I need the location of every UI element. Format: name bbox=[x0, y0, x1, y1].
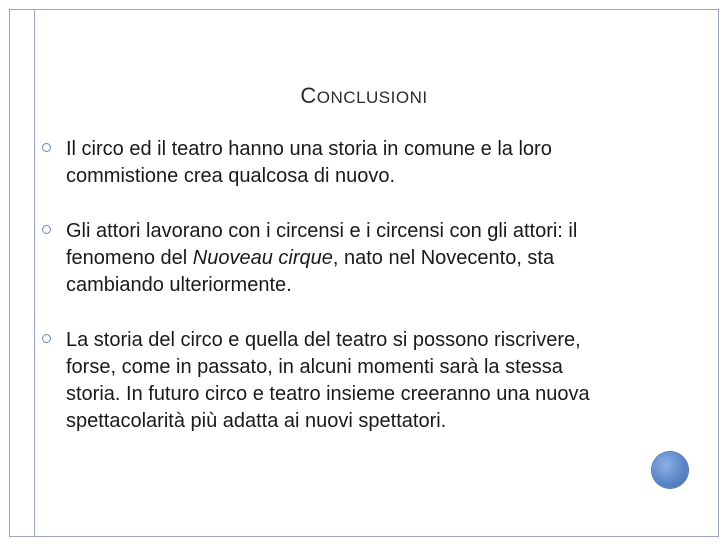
bullet-italic-text: Nuoveau cirque bbox=[192, 247, 333, 269]
bullet-text: Gli attori lavorano con i circensi e i circensi con gli attori: il fenomeno del bbox=[66, 220, 578, 269]
bullet-ring-icon bbox=[42, 225, 51, 234]
bullet-text: La storia del circo e quella del teatro si possono riscrivere, forse, come in passato, in alcuni momenti sarà la stessa storia. In futuro circo e teatro insieme creeranno una nuova spettacolarità più adatta ai nuovi spettatori. bbox=[66, 329, 590, 432]
bullet-text-after: , nato nel Novecento, sta cambiando ulteriormente. bbox=[66, 247, 555, 296]
bullet-ring-icon bbox=[42, 334, 51, 343]
bullet-ring-icon bbox=[42, 143, 51, 152]
decorative-circle bbox=[652, 452, 688, 488]
bullet-list bbox=[40, 136, 620, 435]
bullet-item-2 bbox=[40, 218, 620, 299]
bullet-text: Il circo ed il teatro hanno una storia in comune e la loro commistione crea qualcosa di nuovo. bbox=[66, 138, 552, 187]
bullet-item-1 bbox=[40, 136, 620, 190]
slide-title bbox=[0, 83, 728, 109]
title-rest: ONCLUSIONI bbox=[316, 88, 428, 107]
bullet-item-3 bbox=[40, 327, 620, 435]
title-first-letter: C bbox=[300, 83, 317, 108]
